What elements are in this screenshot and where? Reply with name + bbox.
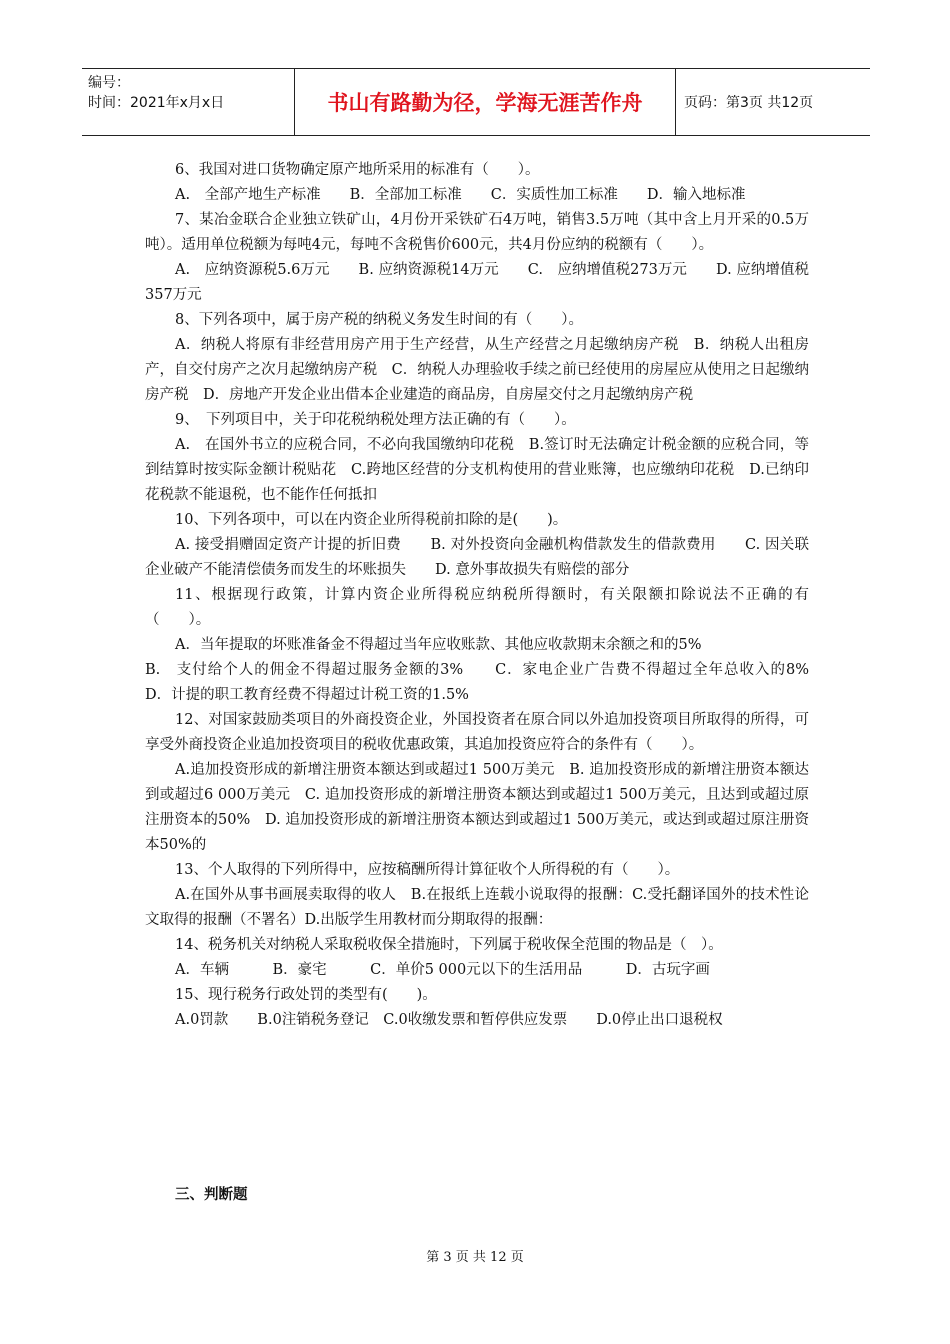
paragraph: A．当年提取的坏账准备金不得超过当年应收账款、其他应收款期末余额之和的5% — [175, 637, 702, 653]
paragraph: 12、对国家鼓励类项目的外商投资企业，外国投资者在原合同以外追加投资项目所取得的所得，可享受外商投资企业追加投资项目的税收优惠政策，其追加投资应符合的条件有（ ）。 — [145, 712, 809, 753]
header-page-info: 页码：第3页 共12页 — [684, 95, 814, 111]
paragraph: A.0罚款 B.0注销税务登记 C.0收缴发票和暂停供应发票 D.0停止出口退税权 — [175, 1012, 723, 1028]
page-header — [82, 68, 870, 136]
paragraph: 13、个人取得的下列所得中，应按稿酬所得计算征收个人所得税的有（ ）。 — [175, 862, 680, 878]
paragraph: 11、根据现行政策，计算内资企业所得税应纳税所得额时，有关限额扣除说法不正确的有（ ）。 — [145, 587, 809, 628]
paragraph: 14、税务机关对纳税人采取税收保全措施时，下列属于税收保全范围的物品是（ ）。 — [175, 937, 723, 953]
number-label: 编号： — [88, 75, 130, 91]
paragraph: A．车辆 B．豪宅 C．单价5 000元以下的生活用品 D．古玩字画 — [175, 962, 710, 978]
paragraph: 10、下列各项中，可以在内资企业所得税前扣除的是( )。 — [175, 512, 568, 528]
paragraph: A. 全部产地生产标准 B．全部加工标准 C．实质性加工标准 D．输入地标准 — [175, 187, 746, 203]
paragraph: 6、我国对进口货物确定原产地所采用的标准有（ ）。 — [175, 162, 540, 178]
paragraph: 15、现行税务行政处罚的类型有( )。 — [175, 987, 437, 1003]
paragraph: 7、某冶金联合企业独立铁矿山，4月份开采铁矿石4万吨，销售3.5万吨（其中含上月开采的0.5万吨）。适用单位税额为每吨4元，每吨不含税售价600元，共4月份应纳的税额有（ ）。 — [145, 212, 809, 253]
paragraph: A．纳税人将原有非经营用房产用于生产经营，从生产经营之月起缴纳房产税 B．纳税人出租房产，自交付房产之次月起缴纳房产税 C．纳税人办理验收手续之前已经使用的房屋应从使用之日起缴纳房产税 D．房地产开发企业出借本企业建造的商品房，自房屋交付之月起缴纳房产税 — [145, 337, 809, 403]
header-motto: 书山有路勤为径，学海无涯苦作舟 — [295, 69, 676, 135]
paragraph: A. 接受捐赠固定资产计提的折旧费 B. 对外投资向金融机构借款发生的借款费用 C. 因关联企业破产不能清偿债务而发生的坏账损失 D. 意外事故损失有赔偿的部分 — [145, 537, 809, 578]
section-title: 三、判断题 — [175, 1187, 248, 1203]
page-footer: 第 3 页 共 12 页 — [426, 1250, 524, 1265]
paragraph: B. 支付给个人的佣金不得超过服务金额的3% C．家电企业广告费不得超过全年总收入的8% D．计提的职工教育经费不得超过计税工资的1.5% — [145, 662, 838, 703]
paragraph: 9、 下列项目中，关于印花税纳税处理方法正确的有（ ）。 — [175, 412, 576, 428]
time-label: 时间：2021年x月x日 — [88, 95, 225, 111]
paragraph: 8、下列各项中，属于房产税的纳税义务发生时间的有（ ）。 — [175, 312, 583, 328]
paragraph: A. 在国外书立的应税合同，不必向我国缴纳印花税 B.签订时无法确定计税金额的应税合同，等到结算时按实际金额计税贴花 C.跨地区经营的分支机构使用的营业账簿，也应缴纳印花税 D.已纳印花税款不能退税，也不能作任何抵扣 — [145, 437, 809, 503]
paragraph: A.在国外从事书画展卖取得的收人 B.在报纸上连载小说取得的报酬：C.受托翻译国外的技术性论文取得的报酬（不署名）D.出版学生用教材而分期取得的报酬： — [145, 887, 809, 928]
paragraph: A. 应纳资源税5.6万元 B. 应纳资源税14万元 C. 应纳增值税273万元 D. 应纳增值税357万元 — [145, 262, 809, 303]
document-body — [145, 158, 838, 1033]
header-meta — [82, 69, 295, 135]
paragraph: A.追加投资形成的新增注册资本额达到或超过1 500万美元 B. 追加投资形成的新增注册资本额达到或超过6 000万美元 C. 追加投资形成的新增注册资本额达到或超过1 500万美元，且达到或超过原注册资本的50% D. 追加投资形成的新增注册资本额达到或超过1 500万美元，或达到或超过原注册资本50%的 — [145, 762, 809, 853]
